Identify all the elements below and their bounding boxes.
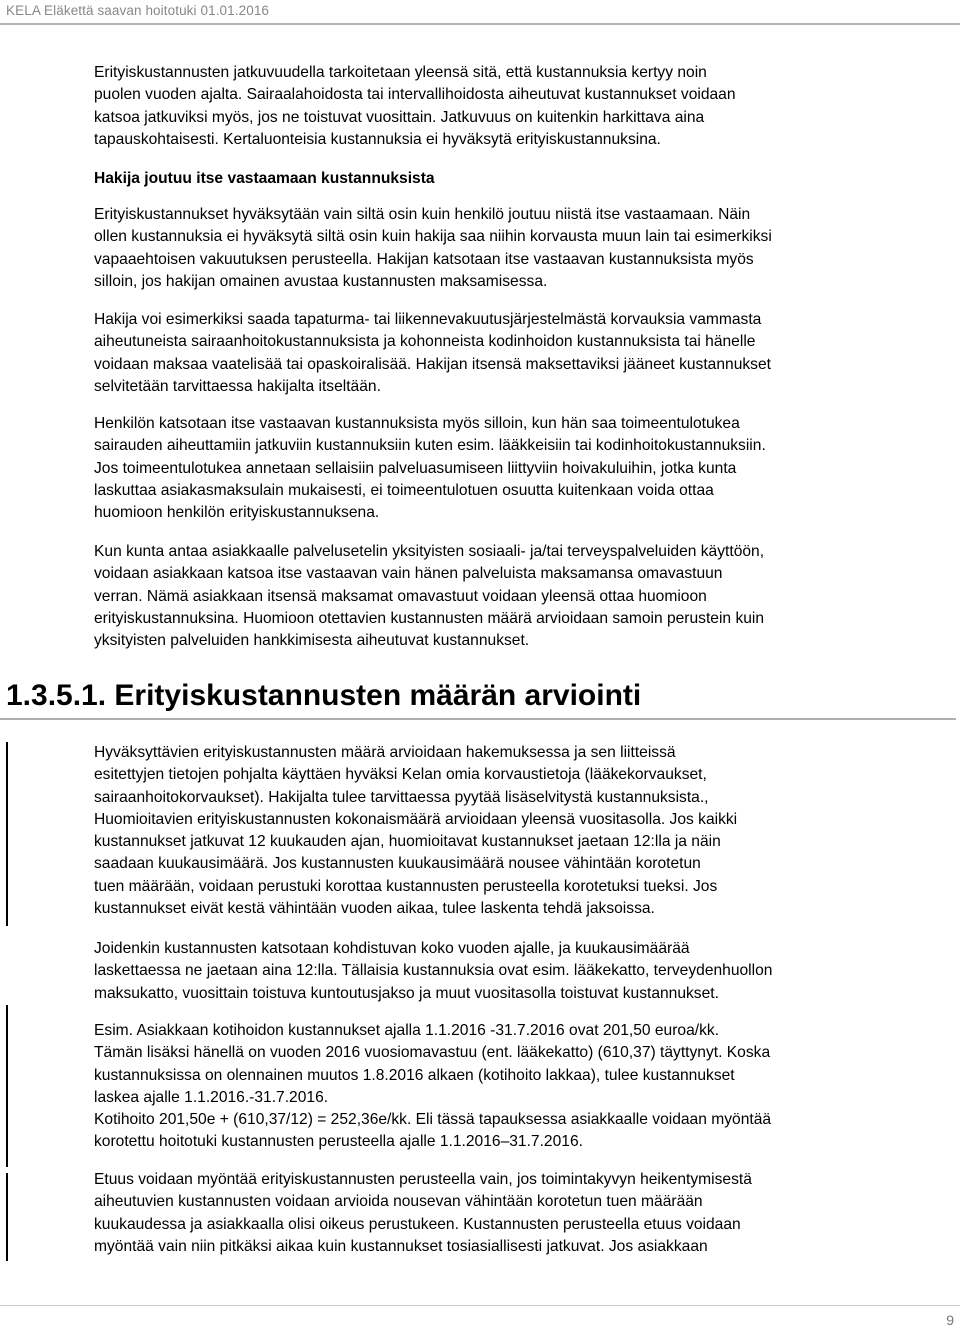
text-line: sairauden aiheuttamiin jatkuviin kustannuksiin kuten esim. lääkkeisiin tai kodinhoitokustannuksiin.: [94, 437, 766, 455]
text-line: korotettu hoitotuki kustannusten perusteella ajalle 1.1.2016–31.7.2016.: [94, 1133, 583, 1151]
text-line: verran. Nämä asiakkaan itsensä maksamat omavastuut voidaan yleensä ottaa huomioon: [94, 587, 707, 605]
text-line: aiheutuneista sairaanhoitokustannuksista ja kohonneista kodinhoidon kustannuksista tai hänelle: [94, 333, 756, 351]
subheading-applicant-responsibility: Hakija joutuu itse vastaamaan kustannuksista: [94, 170, 435, 187]
section-title: 1.3.5.1. Erityiskustannusten määrän arviointi: [6, 679, 642, 712]
text-line: Etuus voidaan myöntää erityiskustannusten perusteella vain, jos toimintakyvyn heikentymisestä: [94, 1171, 752, 1188]
text-line: erityiskustannuksina. Huomioon otettavien kustannusten määrä arvioidaan samoin perustein kuin: [94, 609, 765, 627]
text-line: Tämän lisäksi hänellä on vuoden 2016 vuosiomavastuu (ent. lääkekatto) (610,37) täyttynyt. Koska: [94, 1044, 771, 1062]
text-line: Jos toimeentulotukea annetaan sellaisiin palveluasumiseen liittyviin hoivakuluihin, jotka kunta: [94, 459, 737, 477]
text-line: kustannuksissa on olennainen muutos 1.8.2016 alkaen (kotihoito lakkaa), tulee kustannukset: [94, 1066, 735, 1084]
text-line: selvitetään tarvittaessa hakijalta itseltään.: [94, 377, 381, 395]
text-line: Kun kunta antaa asiakkaalle palvelusetelin yksityisten sosiaali- ja/tai terveyspalveluiden käyttöön,: [94, 543, 765, 560]
revision-bar: [6, 742, 8, 926]
text-line: vapaaehtoisen vakuutuksen perusteella. Hakijan katsotaan itse vastaavan kustannuksista myös: [94, 250, 754, 268]
text-line: Joidenkin kustannusten katsotaan kohdistuvan koko vuoden ajalle, ja kuukausimäärää: [94, 940, 690, 957]
text-line: laskea ajalle 1.1.2016.-31.7.2016.: [94, 1088, 329, 1106]
text-line: Hyväksyttävien erityiskustannusten määrä arvioidaan hakemuksessa ja sen liitteissä: [94, 744, 676, 761]
text-line: tuen määrään, voidaan perustuki korottaa kustannusten perusteella korotetuksi tueksi. Jos: [94, 877, 718, 895]
paragraph-income-support: [94, 413, 956, 524]
text-line: Esim. Asiakkaan kotihoidon kustannukset ajalla 1.1.2016 -31.7.2016 ovat 201,50 euroa/kk.: [94, 1022, 720, 1039]
text-line: laskettaessa ne jaetaan aina 12:lla. Tällaisia kustannuksia ovat esim. lääkekatto, terveydenhuollon: [94, 962, 773, 980]
text-line: Erityiskustannusten jatkuvuudella tarkoitetaan yleensä sitä, että kustannuksia kertyy noin: [94, 64, 707, 81]
text-line: huomioon henkilön erityiskustannuksena.: [94, 504, 380, 522]
text-line: laskuttaa asiakasmaksulain mukaisesti, ei toimeentulotuen osuutta kuitenkaan voida ottaa: [94, 481, 714, 499]
text-line: Erityiskustannukset hyväksytään vain siltä osin kuin henkilö joutuu niistä itse vastaamaan. Näin: [94, 206, 751, 223]
text-line: ollen kustannuksia ei hyväksytä siltä osin kuin hakija saa niihin korvausta muun lain tai esimerkiksi: [94, 228, 772, 246]
text-line: Kotihoito 201,50e + (610,37/12) = 252,36e/kk. Eli tässä tapauksessa asiakkaalle voidaan myöntää: [94, 1111, 772, 1129]
text-line: voidaan asiakkaan katsoa itse vastaavan vain hänen palveluista maksamansa omavastuun: [94, 565, 723, 583]
paragraph-compensation-example: [94, 309, 956, 398]
text-line: myöntää vain niin pitkäksi aikaa kuin kustannukset tosiasiallisesti jatkuvat. Jos asiakkaan: [94, 1237, 708, 1255]
text-line: katsoa jatkuviksi myös, jos ne toistuvat vuosittain. Jatkuvuus on kuitenkin harkittava aina: [94, 108, 705, 126]
page-number: 9: [946, 1312, 954, 1328]
header-divider: [0, 23, 960, 25]
text-line: aiheutuvien kustannusten voidaan arvioida nousevan vähintään korotetun tuen määrään: [94, 1193, 703, 1211]
revision-bar: [6, 1005, 8, 1167]
text-line: maksukatto, vuosittain toistuva kuntoutusjakso ja muut vuositasolla toistuvat kustannukset.: [94, 984, 719, 1002]
paragraph-eligibility: [94, 1169, 956, 1258]
text-line: kuukaudessa ja asiakkaalla olisi oikeus perustukeen. Kustannusten perusteella etuus voidaan: [94, 1215, 741, 1233]
text-line: silloin, jos hakijan omainen avustaa kustannusten maksamisessa.: [94, 272, 548, 290]
paragraph-service-voucher: [94, 541, 956, 652]
footer-divider: [0, 1305, 960, 1306]
section-divider: [0, 718, 956, 720]
text-line: yksityisten palveluiden hankkimisesta aiheutuvat kustannukset.: [94, 632, 530, 650]
text-line: Huomioitavien erityiskustannusten kokonaismäärä arvioidaan yleensä vuositasolla. Jos kaikki: [94, 810, 738, 828]
paragraph-acceptance: [94, 204, 956, 293]
text-line: tapauskohtaisesti. Kertaluonteisia kustannuksia ei hyväksytä erityiskustannuksina.: [94, 130, 661, 148]
text-line: Hakija voi esimerkiksi saada tapaturma- tai liikennevakuutusjärjestelmästä korvauksia vammasta: [94, 311, 762, 328]
paragraph-example-calculation: [94, 1020, 956, 1154]
text-line: sairaanhoitokorvaukset). Hakijalta tulee tarvittaessa pyytää lisäselvitystä kustannuksista.,: [94, 788, 709, 806]
paragraph-annual-costs: [94, 938, 956, 1005]
text-line: voidaan maksaa vaatelisää tai opaskoiralisää. Hakijan itsensä maksettaviksi jääneet kustannukset: [94, 355, 771, 373]
text-line: Henkilön katsotaan itse vastaavan kustannuksista myös silloin, kun hän saa toimeentulotukea: [94, 415, 740, 432]
revision-bar: [6, 1173, 8, 1261]
text-line: kustannukset eivät kestä vähintään vuoden aikaa, tulee laskenta tehdä jaksoissa.: [94, 900, 655, 918]
text-line: kustannukset jatkuvat 12 kuukauden ajan, huomioitavat kustannukset jaetaan 12:lla ja näin: [94, 833, 721, 851]
text-line: esitettyjen tietojen pohjalta käyttäen hyväksi Kelan omia korvaustietoja (lääkekorvaukset,: [94, 766, 707, 784]
running-header: KELA Eläkettä saavan hoitotuki 01.01.2016: [6, 3, 270, 18]
paragraph-amount-assessment: [94, 742, 956, 920]
text-line: saadaan kuukausimäärä. Jos kustannusten kuukausimäärä nousee vähintään korotetun: [94, 855, 701, 873]
paragraph-continuity: [94, 62, 956, 151]
text-line: puolen vuoden ajalta. Sairaalahoidosta tai intervallihoidosta aiheutuvat kustannukset voidaan: [94, 86, 736, 104]
